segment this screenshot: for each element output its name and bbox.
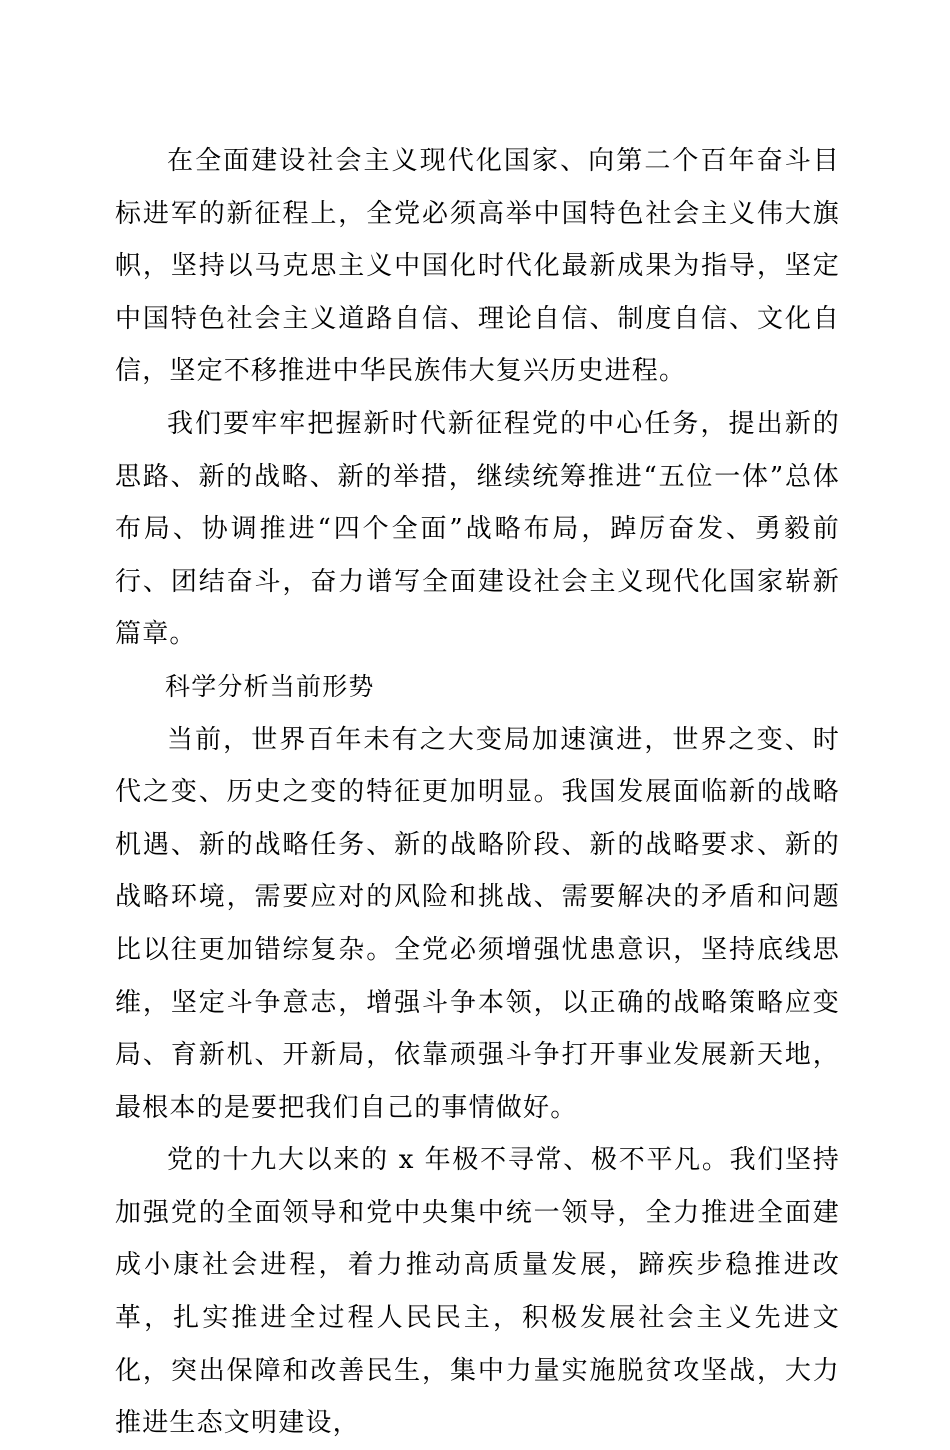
paragraph-3: 当前，世界百年未有之大变局加速演进，世界之变、时代之变、历史之变的特征更加明显。我国发展面临新的战略机遇、新的战略任务、新的战略阶段、新的战略要求、新的战略环境，需要应对的风险和挑战、需要解决的矛盾和问题比以往更加错综复杂。全党必须增强忧患意识，坚持底线思维，坚定斗争意志，增强斗争本领，以正确的战略策略应变局、育新机、开新局，依靠顽强斗争打开事业发展新天地，最根本的是要把我们自己的事情做好。 xyxy=(115,724,840,1123)
section-heading: 科学分析当前形势 xyxy=(165,671,375,701)
paragraph-1: 在全面建设社会主义现代化国家、向第二个百年奋斗目标进军的新征程上，全党必须高举中国特色社会主义伟大旗帜，坚持以马克思主义中国化时代化最新成果为指导，坚定中国特色社会主义道路自信、理论自信、制度自信、文化自信，坚定不移推进中华民族伟大复兴历史进程。 xyxy=(115,146,840,387)
paragraph-4: 党的十九大以来的 x 年极不寻常、极不平凡。我们坚持加强党的全面领导和党中央集中统一领导，全力推进全面建成小康社会进程，着力推动高质量发展，蹄疾步稳推进改革，扎实推进全过程人民民主，积极发展社会主义先进文化，突出保障和改善民生，集中力量实施脱贫攻坚战，大力推进生态文明建设， xyxy=(115,1145,840,1439)
paragraph-2: 我们要牢牢把握新时代新征程党的中心任务，提出新的思路、新的战略、新的举措，继续统筹推进“五位一体”总体布局、协调推进“四个全面”战略布局，踔厉奋发、勇毅前行、团结奋斗，奋力谱写全面建设社会主义现代化国家崭新篇章。 xyxy=(115,408,840,650)
document-body xyxy=(115,135,840,1450)
